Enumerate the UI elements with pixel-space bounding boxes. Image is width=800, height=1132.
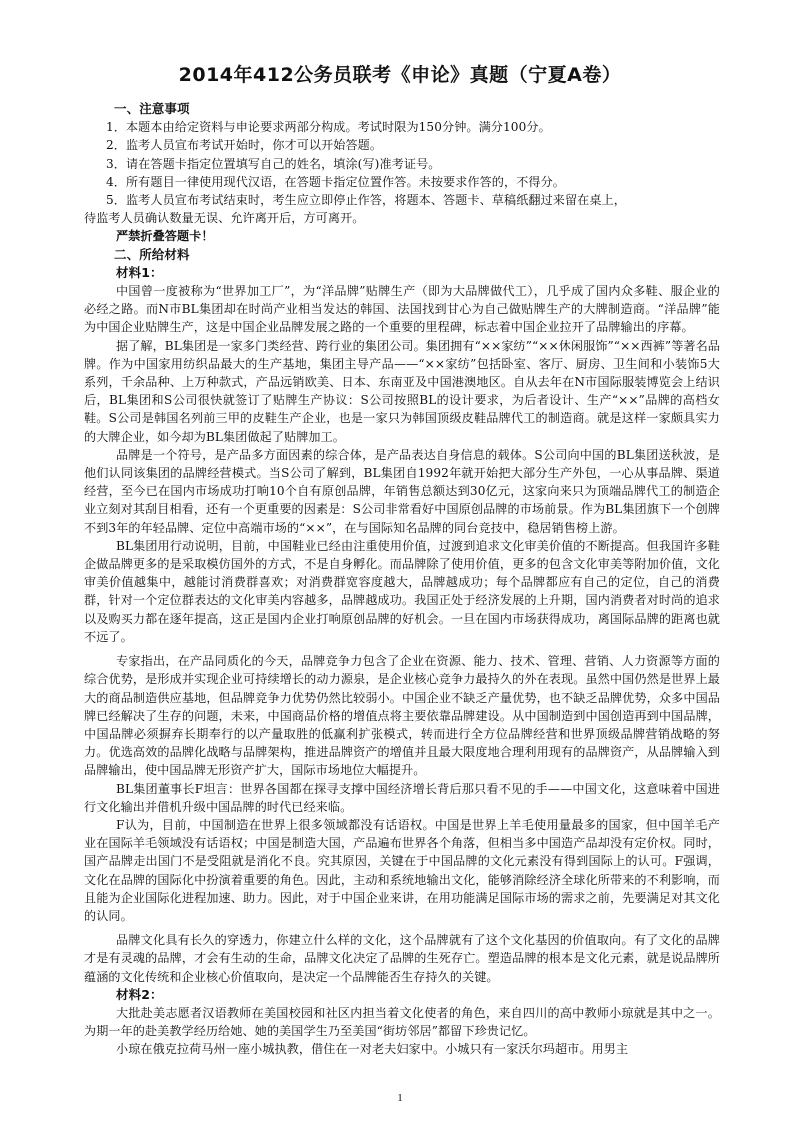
note-item: 2．监考人员宣布考试开始时，你才可以开始答题。 xyxy=(106,138,383,153)
warning-text: 严禁折叠答题卡！ xyxy=(116,229,214,244)
page-title: 2014年412公务员联考《申论》真题（宁夏A卷） xyxy=(178,64,622,86)
note-item: 3．请在答题卡指定位置填写自己的姓名，填涂(写)准考证号。 xyxy=(106,156,441,171)
paragraph: 小琼在俄克拉荷马州一座小城执教，借住在一对老夫妇家中。小城只有一家沃尔玛超市。用男主 xyxy=(116,1042,629,1057)
paragraph: 据了解，BL集团是一家多门类经营、跨行业的集团公司。集团拥有“××家纺”“××休闲服饰”“××西裤”等著名品牌。作为中国家用纺织品最大的生产基地，集团主导产品——“××家纺”包括卧室、客厅、厨房、卫生间和小装饰5大系列，千余品种、上万种款式，产品远销欧美、日本、东南亚及中国港澳地区。自从去年在N市国际服装博览会上结识后，BL集团和S公司很快就签订了贴牌生产协议：S公司按照BL的设计要求，为后者设计、生产“××”品牌的高档女鞋。S公司是韩国名列前三甲的皮鞋生产企业，也是一家只为韩国顶级皮鞋品牌代工的制造商。就是这样一家颇具实力的大牌企业，如今却为BL集团做起了贴牌加工。 xyxy=(84,338,720,444)
paragraph: 大批赴美志愿者汉语教师在美国校园和社区内担当着文化使者的角色，来自四川的高中教师小琼就是其中之一。为期一年的赴美教学经历给她、她的美国学生乃至美国“街坊邻居”都留下珍贵记忆。 xyxy=(84,1005,720,1039)
material-1-label: 材料1： xyxy=(116,264,163,280)
section-heading-materials: 二、所给材料 xyxy=(114,246,190,262)
paragraph: 品牌是一个符号，是产品多方面因素的综合体，是产品表达自身信息的载体。S公司向中国的BL集团送秋波，是他们认同该集团的品牌经营模式。当S公司了解到，BL集团自1992年就开始把大部分生产外包，一心从事品牌、渠道经营，至今已在国内市场成功打响10个自有原创品牌，年销售总额达到30亿元，这家向来只为顶端品牌代工的制造企业立刻对其刮目相看，还有一个更重要的因素是：S公司非常看好中国原创品牌的市场前景。作为BL集团旗下一个创牌不到3年的年轻品牌、定位中高端市场的“××”，在与国际知名品牌的同台竞技中，稳居销售榜上游。 xyxy=(84,447,720,535)
note-item: 1．本题本由给定资料与申论要求两部分构成。考试时限为150分钟。满分100分。 xyxy=(106,120,551,135)
note-item: 4．所有题目一律使用现代汉语，在答题卡指定位置作答。未按要求作答的，不得分。 xyxy=(106,174,565,189)
paragraph: 专家指出，在产品同质化的今天，品牌竞争力包含了企业在资源、能力、技术、管理、营销、人力资源等方面的综合优势，是形成并实现企业可持续增长的动力源泉，是企业核心竞争力最持久的外在表现。虽然中国仍然是世界上最大的商品制造供应基地，但品牌竞争力优势仍然比较弱小。中国企业不缺乏产量优势，也不缺乏品牌优势，众多中国品牌已经解决了生存的问题，未来，中国商品价格的增值点将主要依靠品牌建设。从中国制造到中国创造再到中国品牌，中国品牌必须摒弃长期奉行的以产量取胜的低赢利扩张模式，转而进行全方位品牌经营和世界顶级品牌营销战略的努力。优选高效的品牌化战略与品牌架构，推进品牌资产的增值并且最大限度地合理利用现有的品牌资产，从品牌输入到品牌输出，使中国品牌无形资产扩大，国际市场地位大幅提升。 xyxy=(84,654,720,778)
paragraph: BL集团董事长F坦言：世界各国都在探寻支撑中国经济增长背后那只看不见的手——中国文化，这意味着中国进行文化输出并借机升级中国品牌的时代已经来临。 xyxy=(84,781,720,814)
paragraph: BL集团用行动说明，目前，中国鞋业已经由注重使用价值，过渡到追求文化审美价值的不断提高。但我国许多鞋企做品牌更多的是采取模仿国外的方式，不是自身孵化。而品牌除了使用价值，更多的包含文化审美等附加价值，文化审美价值越集中，越能讨消费群喜欢；对消费群宽容度越大，品牌越成功；每个品牌都应有自己的定位，自己的消费群，针对一个定位群表达的文化审美内容越多，品牌越成功。我国正处于经济发展的上升期，国内消费者对时尚的追求以及购买力都在逐年提高，这正是国内企业打响原创品牌的好机会。一旦在国内市场获得成功，离国际品牌的距离也就不远了。 xyxy=(84,538,720,644)
material-2-label: 材料2： xyxy=(116,986,163,1002)
paragraph: 中国曾一度被称为“世界加工厂”，为“洋品牌”贴牌生产（即为大品牌做代工），几乎成了国内众多鞋、服企业的必经之路。而N市BL集团却在时尚产业相当发达的韩国、法国找到甘心为自己做贴牌生产的大牌制造商。“洋品牌”能为中国企业贴牌生产，这是中国企业品牌发展之路的一个重要的里程碑，标志着中国企业拉开了品牌输出的序幕。 xyxy=(84,284,720,335)
section-heading-notes: 一、注意事项 xyxy=(114,101,190,116)
paragraph: 品牌文化具有长久的穿透力，你建立什么样的文化，这个品牌就有了这个文化基因的价值取向。有了文化的品牌才是有灵魂的品牌，才会有生动的生命，品牌文化决定了品牌的生死存亡。塑造品牌的根本是文化元素，就是说品牌所蕴涵的文化传统和企业核心价值取向，是决定一个品牌能否生存持久的关键。 xyxy=(84,933,720,984)
page-number: 1 xyxy=(397,1092,403,1104)
note-item-continuation: 待监考人员确认数量无误、允许离开后，方可离开。 xyxy=(84,211,365,226)
paragraph: F认为，目前，中国制造在世界上很多领域都没有话语权。中国是世界上羊毛使用量最多的国家，但中国羊毛产业在国际羊毛领域没有话语权；中国是制造大国，产品遍布世界各个角落，但相当多中国造产品却没有定价权。同时，国产品牌走出国门不是受阻就是消化不良。究其原因，关键在于中国品牌的文化元素没有得到国际上的认可。F强调，文化在品牌的国际化中扮演着重要的角色。因此，主动和系统地输出文化，能够消除经济全球化所带来的不利影响，而且能为企业国际化进程加速、助力。因此，对于中国企业来讲，在用功能满足国际市场的需求之前，先要满足对其文化的认同。 xyxy=(84,817,720,923)
note-item: 5．监考人员宣布考试结束时，考生应立即停止作答，将题本、答题卡、草稿纸翻过来留在桌上， xyxy=(106,193,626,208)
document-body xyxy=(84,100,720,1059)
